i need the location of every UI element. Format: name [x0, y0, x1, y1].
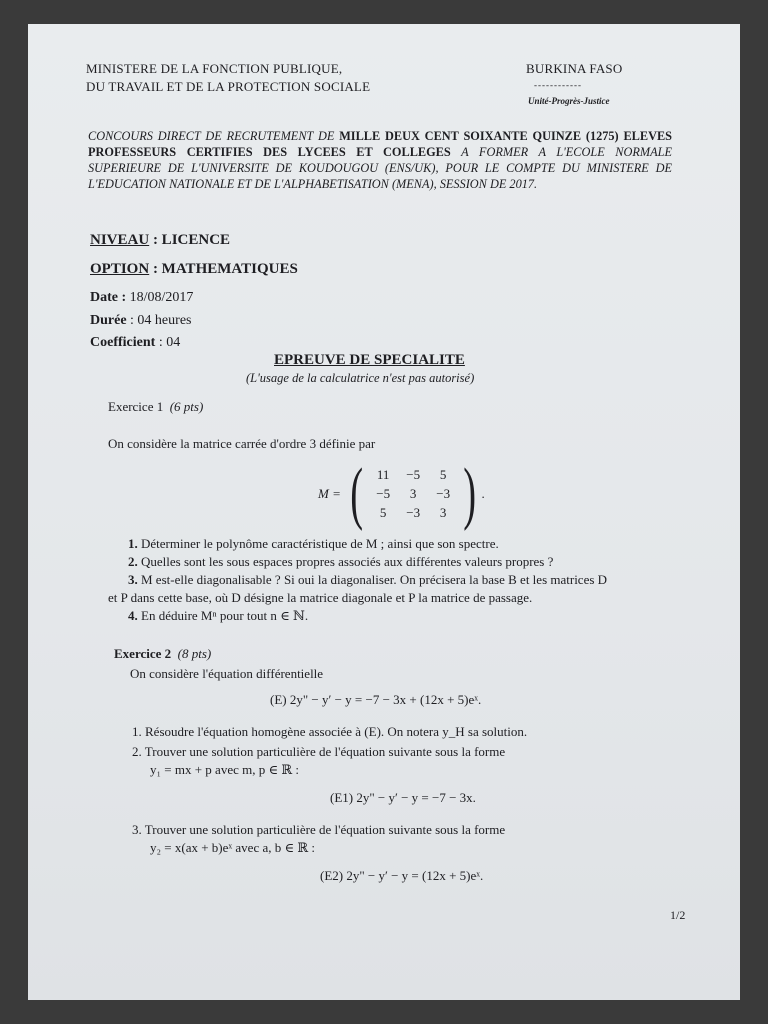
concours-part-1: CONCOURS DIRECT DE RECRUTEMENT DE — [88, 129, 340, 143]
left-paren: ( — [350, 455, 363, 532]
q-number: 1. — [128, 536, 138, 551]
equation-e: (E) 2y" − y′ − y = −7 − 3x + (12x + 5)eˣ. — [270, 692, 482, 707]
duree-label: Durée — [90, 313, 127, 328]
niveau-value: : LICENCE — [149, 232, 231, 248]
option-line — [90, 261, 298, 278]
question-1-4 — [128, 608, 308, 624]
q-number: 1. — [132, 724, 142, 739]
coefficient-line — [90, 335, 180, 351]
concours-description — [88, 128, 672, 192]
exercise-2-points: (8 pts) — [177, 646, 212, 661]
matrix-cell: −5 — [376, 486, 391, 501]
q-number: 2. — [128, 554, 138, 569]
exam-sheet — [28, 24, 740, 1000]
exercise-2-heading — [114, 646, 211, 662]
matrix-cell: 5 — [379, 505, 387, 520]
q-number: 2. — [132, 744, 142, 759]
concours-part-3: A FORMER A L'ECOLE NORMALE SUPERIEURE DE L'UNIVERSITE DE KOUDOUGOU (ENS/UK), POUR LE COMPTE DU MINISTERE DE L'EDUCATION NATIONALE ET DE L'ALPHABETISATION (MENA), SESSION DE 2017. — [88, 145, 672, 191]
matrix-period: . — [481, 486, 485, 501]
duree-line — [90, 313, 191, 329]
matrix-m — [318, 455, 485, 532]
matrix-cell: −3 — [406, 505, 421, 520]
epreuve-subtitle: (L'usage de la calculatrice n'est pas autorisé) — [246, 371, 475, 385]
question-2-2 — [132, 744, 505, 760]
exercise-1-intro: On considère la matrice carrée d'ordre 3 définie par — [108, 436, 376, 451]
q-text: Résoudre l'équation homogène associée à (E). On notera y_H sa solution. — [145, 724, 528, 739]
equation-e1: (E1) 2y" − y′ − y = −7 − 3x. — [330, 790, 476, 805]
date-value: 18/08/2017 — [126, 290, 194, 305]
coefficient-label: Coefficient — [90, 335, 156, 350]
question-2-3 — [132, 822, 505, 838]
question-1-3-cont: et P dans cette base, où D désigne la matrice diagonale et P la matrice de passage. — [108, 590, 533, 605]
header-separator: ------------ — [534, 80, 582, 90]
concours-part-2: MILLE DEUX CENT SOIXANTE QUINZE (1275) ELEVES PROFESSEURS CERTIFIES DES LYCEES ET COLLEGES — [88, 129, 672, 159]
option-value: : MATHEMATIQUES — [149, 261, 298, 277]
q-text: Déterminer le polynôme caractéristique de M ; ainsi que son spectre. — [141, 536, 499, 551]
q-number: 4. — [128, 608, 138, 623]
page-number: 1/2 — [670, 908, 686, 922]
niveau-label: NIVEAU — [90, 232, 150, 248]
q-text: Trouver une solution particulière de l'équation suivante sous la forme — [144, 744, 506, 759]
matrix-cell: −3 — [436, 486, 451, 501]
question-2-2-cont: y₁ = mx + p avec m, p ∈ ℝ : — [150, 762, 300, 777]
exercise-1-title: Exercice 1 — [108, 399, 164, 414]
national-motto: Unité-Progrès-Justice — [528, 96, 610, 106]
duree-value: : 04 heures — [126, 313, 192, 328]
epreuve-title: EPREUVE DE SPECIALITE — [274, 352, 465, 368]
matrix-cell: 3 — [439, 505, 447, 520]
q-number: 3. — [128, 572, 138, 587]
q-text: Quelles sont les sous espaces propres associés aux différentes valeurs propres ? — [141, 554, 554, 569]
matrix-cell: −5 — [406, 467, 421, 482]
exercise-2-title: Exercice 2 — [114, 646, 172, 661]
q-text: M est-elle diagonalisable ? Si oui la diagonaliser. On précisera la base B et les matrices D — [141, 572, 608, 587]
q-text: En déduire Mⁿ pour tout n ∈ ℕ. — [141, 608, 309, 623]
date-line — [90, 290, 193, 306]
matrix-cell: 3 — [409, 486, 417, 501]
question-2-1 — [132, 724, 527, 740]
coefficient-value: : 04 — [155, 335, 181, 350]
matrix-name: M = — [318, 486, 341, 501]
ministry-line-1: MINISTERE DE LA FONCTION PUBLIQUE, — [86, 61, 343, 76]
country-name: BURKINA FASO — [526, 61, 623, 76]
niveau-line — [90, 232, 230, 249]
q-text: Trouver une solution particulière de l'équation suivante sous la forme — [144, 822, 506, 837]
exercise-1-points: (6 pts) — [169, 399, 204, 414]
question-1-1 — [128, 536, 499, 552]
option-label: OPTION — [90, 261, 150, 277]
matrix-cell: 5 — [439, 467, 447, 482]
matrix-cell: 11 — [376, 467, 390, 482]
exercise-2-intro: On considère l'équation différentielle — [130, 666, 324, 681]
right-paren: ) — [463, 455, 477, 532]
date-label: Date : — [90, 290, 127, 305]
equation-e2: (E2) 2y" − y′ − y = (12x + 5)eˣ. — [320, 868, 484, 883]
ministry-line-2: DU TRAVAIL ET DE LA PROTECTION SOCIALE — [86, 79, 371, 94]
question-1-3 — [128, 572, 607, 588]
exercise-1-heading — [108, 399, 203, 415]
question-2-3-cont: y₂ = x(ax + b)eˣ avec a, b ∈ ℝ : — [150, 840, 316, 855]
q-number: 3. — [132, 822, 142, 837]
question-1-2 — [128, 554, 553, 570]
matrix-grid — [368, 467, 458, 521]
